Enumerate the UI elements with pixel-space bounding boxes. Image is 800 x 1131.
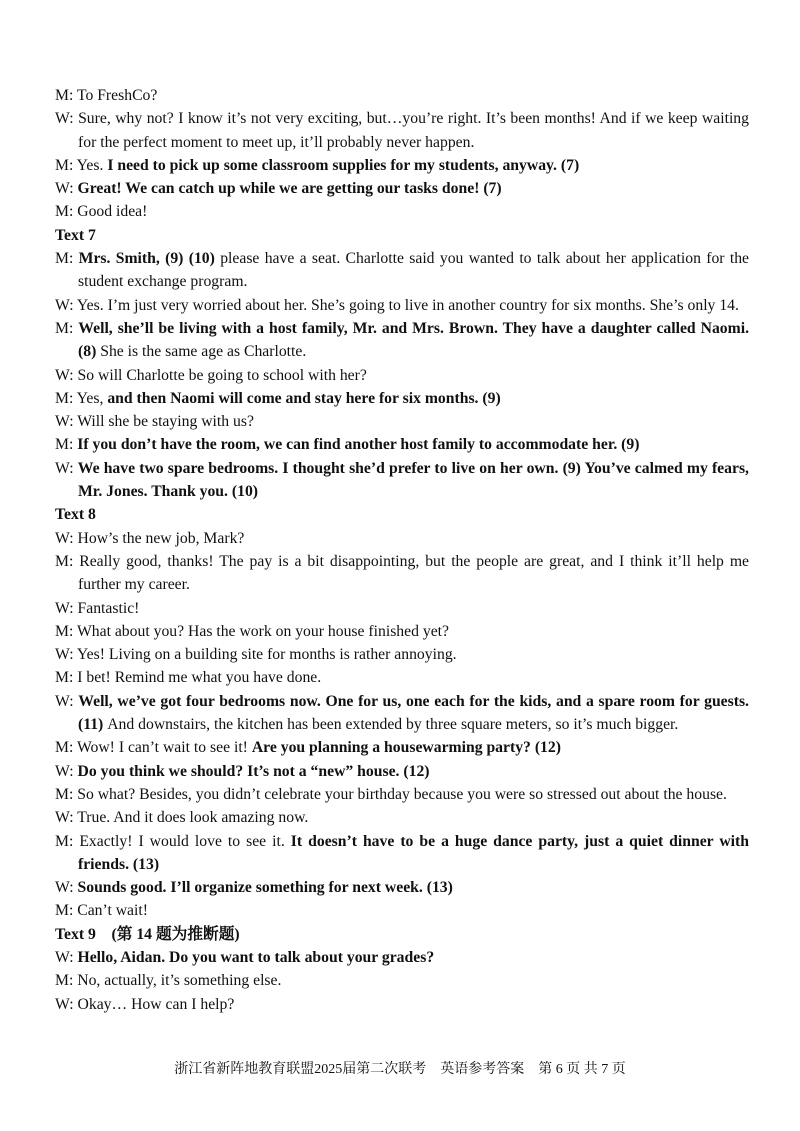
dialogue-line <box>55 760 749 783</box>
dialogue-line <box>55 84 749 107</box>
speaker-label: M: <box>55 389 77 407</box>
dialogue-line <box>55 783 749 806</box>
speaker-label: M: <box>55 319 79 337</box>
speaker-label: W: <box>55 809 78 827</box>
answer-text: Are you planning a housewarming party? (12) <box>251 739 561 757</box>
dialogue-line <box>55 200 749 223</box>
answer-text: Text 7 <box>55 226 96 244</box>
dialogue-line <box>55 830 749 877</box>
speaker-label: M: <box>55 739 77 757</box>
dialogue-text: I bet! Remind me what you have done. <box>77 669 322 687</box>
dialogue-line <box>55 690 749 737</box>
dialogue-text: Can’t wait! <box>77 902 148 920</box>
dialogue-line <box>55 899 749 922</box>
listening-transcript <box>55 84 749 1016</box>
answer-text: Text 8 <box>55 506 96 524</box>
dialogue-text: And downstairs, the kitchen has been extended by three square meters, so it’s much bigger. <box>107 716 679 734</box>
dialogue-text: Exactly! I would love to see it. <box>79 832 291 850</box>
speaker-label: M: <box>55 250 79 268</box>
dialogue-line <box>55 410 749 433</box>
dialogue-text: Really good, thanks! The pay is a bit disappointing, but the people are great, and I think it’ll help me further my career. <box>78 552 749 594</box>
dialogue-text: Yes. <box>76 156 108 174</box>
speaker-label: W: <box>55 296 77 314</box>
dialogue-text: To FreshCo? <box>76 87 158 104</box>
speaker-label: M: <box>55 832 80 850</box>
dialogue-line <box>55 247 749 294</box>
speaker-label: M: <box>55 902 78 920</box>
speaker-label: W: <box>55 879 78 897</box>
answer-text: Well, she’ll be living with a host family, Mr. and Mrs. Brown. They have a daughter called Naomi. (8) <box>78 319 749 361</box>
answer-text: It doesn’t have to be a huge dance party, just a quiet dinner with friends. (13) <box>78 832 749 873</box>
dialogue-line <box>55 969 749 992</box>
dialogue-line <box>55 736 749 759</box>
answer-text: We have two spare bedrooms. I thought she’d prefer to live on her own. (9) You’ve calmed my fears, Mr. Jones. Thank you. (10) <box>77 459 749 501</box>
dialogue-text: True. And it does look amazing now. <box>77 809 309 827</box>
speaker-label: W: <box>55 529 78 547</box>
dialogue-text: How’s the new job, Mark? <box>77 529 245 547</box>
dialogue-line <box>55 387 749 410</box>
section-heading <box>55 224 749 247</box>
dialogue-text: She is the same age as Charlotte. <box>100 343 307 361</box>
speaker-label: W: <box>55 110 79 128</box>
section-heading <box>55 503 749 526</box>
dialogue-line <box>55 620 749 643</box>
answer-text: I need to pick up some classroom supplies for my students, anyway. (7) <box>107 156 580 174</box>
dialogue-text: Good idea! <box>77 203 148 221</box>
answer-text: Well, we’ve got four bedrooms now. One for us, one each for the kids, and a spare room for guests. (11) <box>78 692 749 734</box>
answer-text: Great! We can catch up while we are getting our tasks done! (7) <box>77 180 502 198</box>
speaker-label: W: <box>55 692 79 710</box>
dialogue-line <box>55 643 749 666</box>
dialogue-line <box>55 806 749 829</box>
dialogue-line <box>55 154 749 177</box>
dialogue-text: Okay… How can I help? <box>77 995 235 1013</box>
dialogue-text: No, actually, it’s something else. <box>77 972 282 990</box>
dialogue-text: Yes! Living on a building site for months is rather annoying. <box>76 646 457 664</box>
dialogue-text: Will she be staying with us? <box>77 413 254 431</box>
speaker-label: M: <box>55 972 78 990</box>
answer-text: Text 9 (第 14 题为推断题) <box>55 925 240 943</box>
speaker-label: M: <box>55 203 78 221</box>
dialogue-line <box>55 317 749 364</box>
dialogue-line <box>55 177 749 200</box>
dialogue-line <box>55 597 749 620</box>
speaker-label: W: <box>55 366 78 384</box>
speaker-label: W: <box>55 646 77 664</box>
dialogue-line <box>55 666 749 689</box>
dialogue-text: Wow! I can’t wait to see it! <box>76 739 252 757</box>
answer-text: Mrs. Smith, (9) (10) <box>78 250 221 268</box>
footer-text: 浙江省新阵地教育联盟2025届第二次联考 英语参考答案 第 6 页 共 7 页 <box>174 1062 626 1077</box>
dialogue-line <box>55 364 749 387</box>
speaker-label: M: <box>55 785 78 803</box>
speaker-label: W: <box>55 413 78 431</box>
dialogue-text: So will Charlotte be going to school with her? <box>77 366 367 384</box>
dialogue-text: What about you? Has the work on your house finished yet? <box>76 622 450 640</box>
speaker-label: M: <box>55 622 77 640</box>
section-heading <box>55 923 749 946</box>
speaker-label: W: <box>55 995 78 1013</box>
dialogue-line <box>55 107 749 154</box>
dialogue-line <box>55 527 749 550</box>
answer-text: and then Naomi will come and stay here for six months. (9) <box>107 389 501 407</box>
dialogue-text: Fantastic! <box>77 599 140 617</box>
dialogue-text: So what? Besides, you didn’t celebrate your birthday because you were so stressed out about the house. <box>77 785 727 803</box>
speaker-label: W: <box>55 459 78 477</box>
speaker-label: M: <box>55 156 77 174</box>
dialogue-line <box>55 457 749 504</box>
speaker-label: W: <box>55 180 78 198</box>
speaker-label: M: <box>55 436 78 454</box>
dialogue-line <box>55 876 749 899</box>
speaker-label: M: <box>55 552 80 570</box>
speaker-label: W: <box>55 948 78 966</box>
page-footer <box>0 1058 800 1078</box>
dialogue-text: Yes. I’m just very worried about her. She’s going to live in another country for six months. She’s only 14. <box>76 296 739 314</box>
dialogue-line <box>55 433 749 456</box>
dialogue-text: please have a seat. Charlotte said you wanted to talk about her application for the student exchange program. <box>78 250 750 291</box>
speaker-label: M: <box>55 87 77 104</box>
dialogue-line <box>55 946 749 969</box>
dialogue-line <box>55 294 749 317</box>
answer-text: Hello, Aidan. Do you want to talk about your grades? <box>77 948 435 966</box>
dialogue-line <box>55 993 749 1016</box>
speaker-label: M: <box>55 669 78 687</box>
answer-text: Sounds good. I’ll organize something for next week. (13) <box>77 879 453 897</box>
speaker-label: W: <box>55 762 78 780</box>
answer-text: If you don’t have the room, we can find another host family to accommodate her. (9) <box>77 436 640 454</box>
answer-text: Do you think we should? It’s not a “new” house. (12) <box>77 762 430 780</box>
dialogue-text: Yes, <box>76 389 108 407</box>
dialogue-line <box>55 550 749 597</box>
speaker-label: W: <box>55 599 78 617</box>
dialogue-text: Sure, why not? I know it’s not very exciting, but…you’re right. It’s been months! And if we keep waiting for the perfect moment to meet up, it’ll probably never happen. <box>78 110 749 151</box>
